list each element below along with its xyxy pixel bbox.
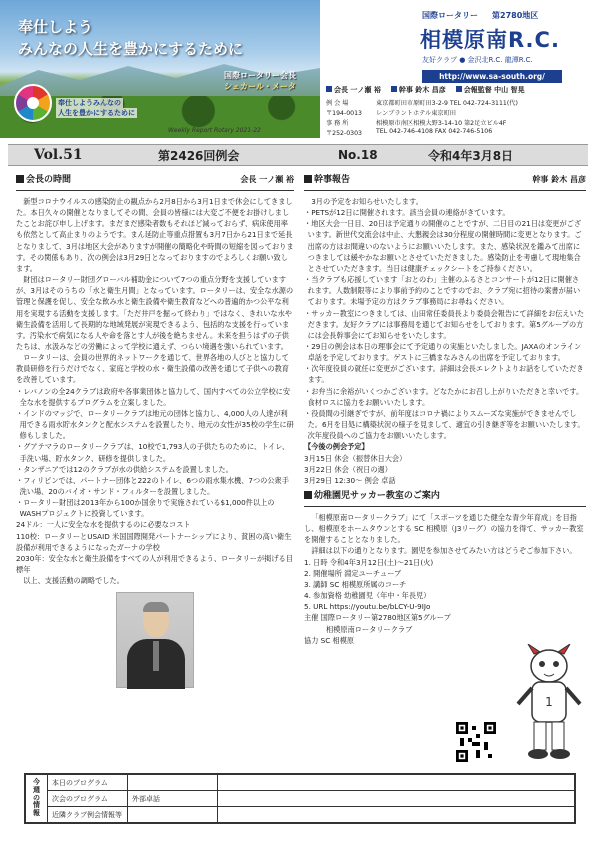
soccer-item: 2. 開催場所 淵定ユーチューブ	[304, 568, 402, 578]
soccer-item: 主催 国際ロータリー第2780地区第5グループ	[304, 613, 451, 623]
report-item: ・次年度役員の就任に変更がございます。詳細は会長エレクトよりお話をしていただきます。	[304, 364, 584, 385]
program-extra	[218, 791, 575, 807]
secretary-column	[304, 174, 586, 709]
mascot-icon	[514, 644, 584, 764]
office-info	[326, 98, 588, 137]
square-bullet-icon	[391, 86, 397, 92]
report-item: ・地区大会一日目、20日は予定通りの開催のことですが、二日目の21日は変更がございます。新世代交流会は中止、大懇親会は30分程度の開催時間に変更となります。ご出席の方はお間違いのないようにお願いいたします。また、感染状況を鑑みて出席につきましては緩やかなお願いとさせていただきました。感染防止を考慮して現地集合とさせていただきます。当日は健康チェックシートをご持参ください。	[304, 219, 582, 273]
weekly-info-label: 今週の情報	[26, 775, 48, 823]
meeting-number: 第2426回例会	[158, 148, 240, 163]
office-label: 事 務 所	[326, 120, 349, 127]
square-bullet-icon	[304, 175, 312, 183]
qr-code-icon[interactable]	[456, 722, 496, 762]
club-url-link[interactable]: http://www.sa-south.org/	[422, 70, 562, 83]
soccer-item: 3. 講師 SC 相模原所属のコーチ	[304, 579, 407, 589]
fact-item: 24ドル：一人に安全な水を提供するのに必要なコスト	[16, 520, 191, 530]
office-value: TEL 042-746-4108 FAX 042-746-5106	[376, 128, 493, 135]
district-number: 第2780地区	[492, 11, 539, 20]
soccer-item: 相模原南ロータリークラブ	[326, 624, 413, 634]
soccer-detail: 詳細は以下の通りとなります。園児を参加させてみたい方はどうぞご参加下さい。	[311, 546, 577, 556]
program-extra	[218, 775, 575, 791]
district-line	[326, 10, 588, 21]
header-photo	[0, 0, 320, 138]
bullet-item: ・インドのマッジで、ロータリークラブは地元の団体と協力し、4,000人の人達が利用できる雨水貯水タンクと配水システムを設置したり、地元の女性が35校の学生に研修もしました。	[16, 408, 294, 441]
program-label: 本日のプログラム	[48, 775, 128, 791]
paragraph: 新型コロナウイルスの感染防止の観点から2月8日から3月1日まで休会にしてきました。本日久々の開催となりましてその間、会員の皆様には大変ご不便をお掛けしましたことお詫び申し上げます。まだまだ感染者数もそれほど減っておらず、病床使用率も依然として高止まりのようです。まん延防止等重点措置も3月7日から21日まで延長となりまして、3月は地区大会がありますが開催の簡略化や時間の短縮を図っております。その関係もあり、次の例会は3月29日となっておりますのでよろしくお願い致します。	[16, 196, 294, 273]
section-header	[16, 174, 294, 191]
fact-item: 110校：ロータリーとUSAID 米国国際開発パートナーシップにより、貧困の高い衛生設備が利用できるようになったガーナの学校	[16, 531, 292, 552]
logo-text-2: 人生を豊かにするために	[58, 109, 135, 117]
svg-text:1: 1	[545, 695, 553, 709]
theme-line1: 国際ロータリー会長	[224, 71, 296, 80]
officers-block	[326, 85, 588, 137]
square-bullet-icon	[16, 175, 24, 183]
program-extra	[218, 807, 575, 823]
intro-text: 3月の予定をお知らせいたします。	[311, 196, 423, 206]
office-label: 〒194-0013	[326, 110, 362, 117]
square-bullet-icon	[304, 491, 312, 499]
slogan-line1: 奉仕しよう	[18, 18, 94, 36]
paragraph: 財団はロータリー財団グローバル補助金について7つの重点分野を支援していますが、3月はそのうちの「水と衛生月間」となっています。ロータリーは、安全な水源の管理と保護を促し、安全な飲み水と衛生設備や衛生教育などへの普遍的かつ公平な利用を実現する活動を支援します。「ただ井戸を掘って終わり」ではなく、きれいな水や衛生設備を活用して長期的な地域発展が実現できるよう、包括的な支援を行っています。汚染水で病気になる人や命を落とす人が後を絶ちません。未来を担うはずの子供たちは、水汲みなどの労働によって学校に通えず、つらい境遇を強いられています。	[16, 275, 294, 351]
soccer-item: 協力 SC 相模原	[304, 635, 355, 645]
program-value	[128, 807, 218, 823]
closing-text: 以上、支援活動の調略でした。	[23, 576, 124, 586]
section-header	[304, 174, 586, 191]
president-column	[16, 174, 294, 688]
issue-number: No.18	[338, 148, 378, 162]
officer-editor: 会報監督 中山 智晃	[456, 85, 525, 95]
section-author: 幹事 鈴木 昌彦	[532, 175, 586, 184]
schedule-item: 3月15日 休会（振替休日大会）	[304, 453, 407, 463]
bullet-item: ・ロータリー財団は2013年から100か国余りで実施されている$1,000件以上のWASHプロジェクトに投資しています。	[16, 498, 275, 519]
square-bullet-icon	[456, 86, 462, 92]
bullet-item: ・フィリピンでは、パートナー団体と222のトイレ、6つの雨水集水機、7つの公衆手洗い場、20のバイオ・サンド・フィルターを設置しました。	[16, 475, 289, 496]
district-label: 国際ロータリー	[422, 11, 478, 20]
office-label: 〒252-0303	[326, 130, 362, 137]
logo-text-1: 奉仕しようみんなの	[58, 99, 121, 107]
bullet-item: ・タンザニアでは12のクラブが水の供給システムを設置しました。	[16, 464, 233, 474]
program-value: 外部卓話	[128, 791, 218, 807]
photo-hair	[143, 602, 169, 612]
program-label: 近隣クラブ例会情報等	[48, 807, 128, 823]
office-label: 例 会 場	[326, 100, 349, 107]
club-sister-clubs: 友好クラブ ● 金沢北R.C. 龍潭R.C.	[422, 56, 533, 64]
schedule-item: 3月29日 12:30～ 例会 卓話	[304, 475, 396, 485]
issue-date: 令和4年3月8日	[428, 148, 514, 163]
officer-secretary: 幹事 鈴木 昌彦	[391, 85, 446, 95]
club-header	[326, 10, 588, 83]
soccer-item: 1. 日時 令和4年3月12日(土)～21日(火)	[304, 557, 434, 567]
report-item: ・29日の例会は本日の理事会にて予定通りの実施といたしました。JAXAのオンライン卓話を予定しております。ゲストに三橋まなみさんの出席を予定しております。	[304, 341, 582, 363]
report-item: ・サッカー教室につきましては、山田常任委員長より委員会報告にて詳細をお伝えいただきます。友好クラブには事務局を通じてお知らせをしております。第5グループの方には会長幹事会にてお知らせをいたします。	[304, 308, 585, 340]
officers-line	[326, 85, 588, 95]
office-value: 東京都町田市原町田3-2-9 TEL 042-724-3111(代)	[376, 100, 518, 107]
section-title: 会長の時間	[26, 175, 72, 185]
square-bullet-icon	[326, 86, 332, 92]
soccer-intro: 「相模原南ロータリークラブ」にて「スポーツを通じた健全な青少年育成」を目指し、相模原をホームタウンとする SC 相模原（J3リーグ）の協力を得て、サッカー教室を開催することとなりました。	[304, 512, 584, 545]
section-title: 幼稚園児サッカー教室のご案内	[314, 491, 440, 501]
office-value: 相模原市南区相模大野3-14-10 第2足立ビル4F	[376, 120, 507, 127]
officer-president: 会長 一ノ瀬 裕	[326, 85, 381, 95]
report-item: ・当クラブも応援しています「おとのわ」主催のふるさとコンサートが12日に開催されます。人数制限等により事前予約のことですのでお、クラブ宛に招待の案書が届いております。未場予定の方はクラブ事務局にお尋ねください。	[304, 275, 581, 307]
fact-item: 2030年：安全な水と衛生設備をすべての人が利用できるよう、ロータリーが掲げる目標年	[16, 553, 293, 575]
section-author: 会長 一ノ瀬 裕	[240, 175, 294, 184]
program-label: 次会のプログラム	[48, 791, 128, 807]
schedule-title: 【今後の例会予定】	[304, 442, 369, 452]
volume-number: Vol.51	[34, 147, 83, 163]
section-header	[304, 490, 586, 507]
soccer-item: 4. 参加資格 幼稚園児（年中・年長児）	[304, 591, 431, 601]
section-title: 幹事報告	[314, 175, 351, 185]
report-item: ・役員間の引継ぎですが、前年度はコロナ禍によりスムーズな実施ができませんでした。6月を目処に構築状況の様子を見まして、適宜の引き継ぎ等をお願いいたします。次年度役員へのご協力をお願いいたします。	[304, 408, 585, 441]
slogan-line2: みんなの人生を豊かにするために	[18, 40, 244, 58]
photo-tie	[153, 641, 159, 671]
report-item: ・お弁当に余裕がいくつかございます。どなたかにお召し上がりいただきと幸いです。食材ロスに協力をお願いいたします。	[304, 386, 584, 407]
club-name: 相模原南R.C.	[420, 28, 560, 52]
office-value: レンブラントホテル東京町田	[376, 110, 456, 117]
rotary-logo-icon	[14, 84, 52, 122]
schedule-item: 3月22日 休会（祝日の週）	[304, 464, 392, 474]
soccer-url[interactable]: 5. URL https://youtu.be/bLCY-U-9IJo	[304, 602, 431, 612]
weekly-info-table	[24, 773, 576, 824]
program-value	[128, 775, 218, 791]
paragraph: ロータリーは、会員の世界的ネットワークを通じて、世界各地の人びとと協力して教員研修を行うだけでなく、家庭と学校の水・衛生設備の改善を通じて子供への教育を改善しています。	[16, 353, 289, 385]
report-item: ・PETSが12日に開催されます。該当会員の連絡がきています。	[304, 208, 510, 218]
theme-line2: シェカール・メータ	[224, 82, 296, 91]
president-photo	[116, 592, 194, 688]
bullet-item: ・レバノンの全24クラブは政府や各事業団体と協力して、国内すべての公立学校に安全な水を提供するプログラムを立案しました。	[16, 386, 291, 407]
issue-banner	[8, 144, 588, 166]
bullet-item: ・グアテマラのロータリークラブは、10校で1,793人の子供たちのために、トイレ、手洗い場、貯水タンク、研修を提供しました。	[16, 442, 290, 463]
weekly-report-label: Weekly Report Rotary 2021-22	[168, 127, 261, 134]
